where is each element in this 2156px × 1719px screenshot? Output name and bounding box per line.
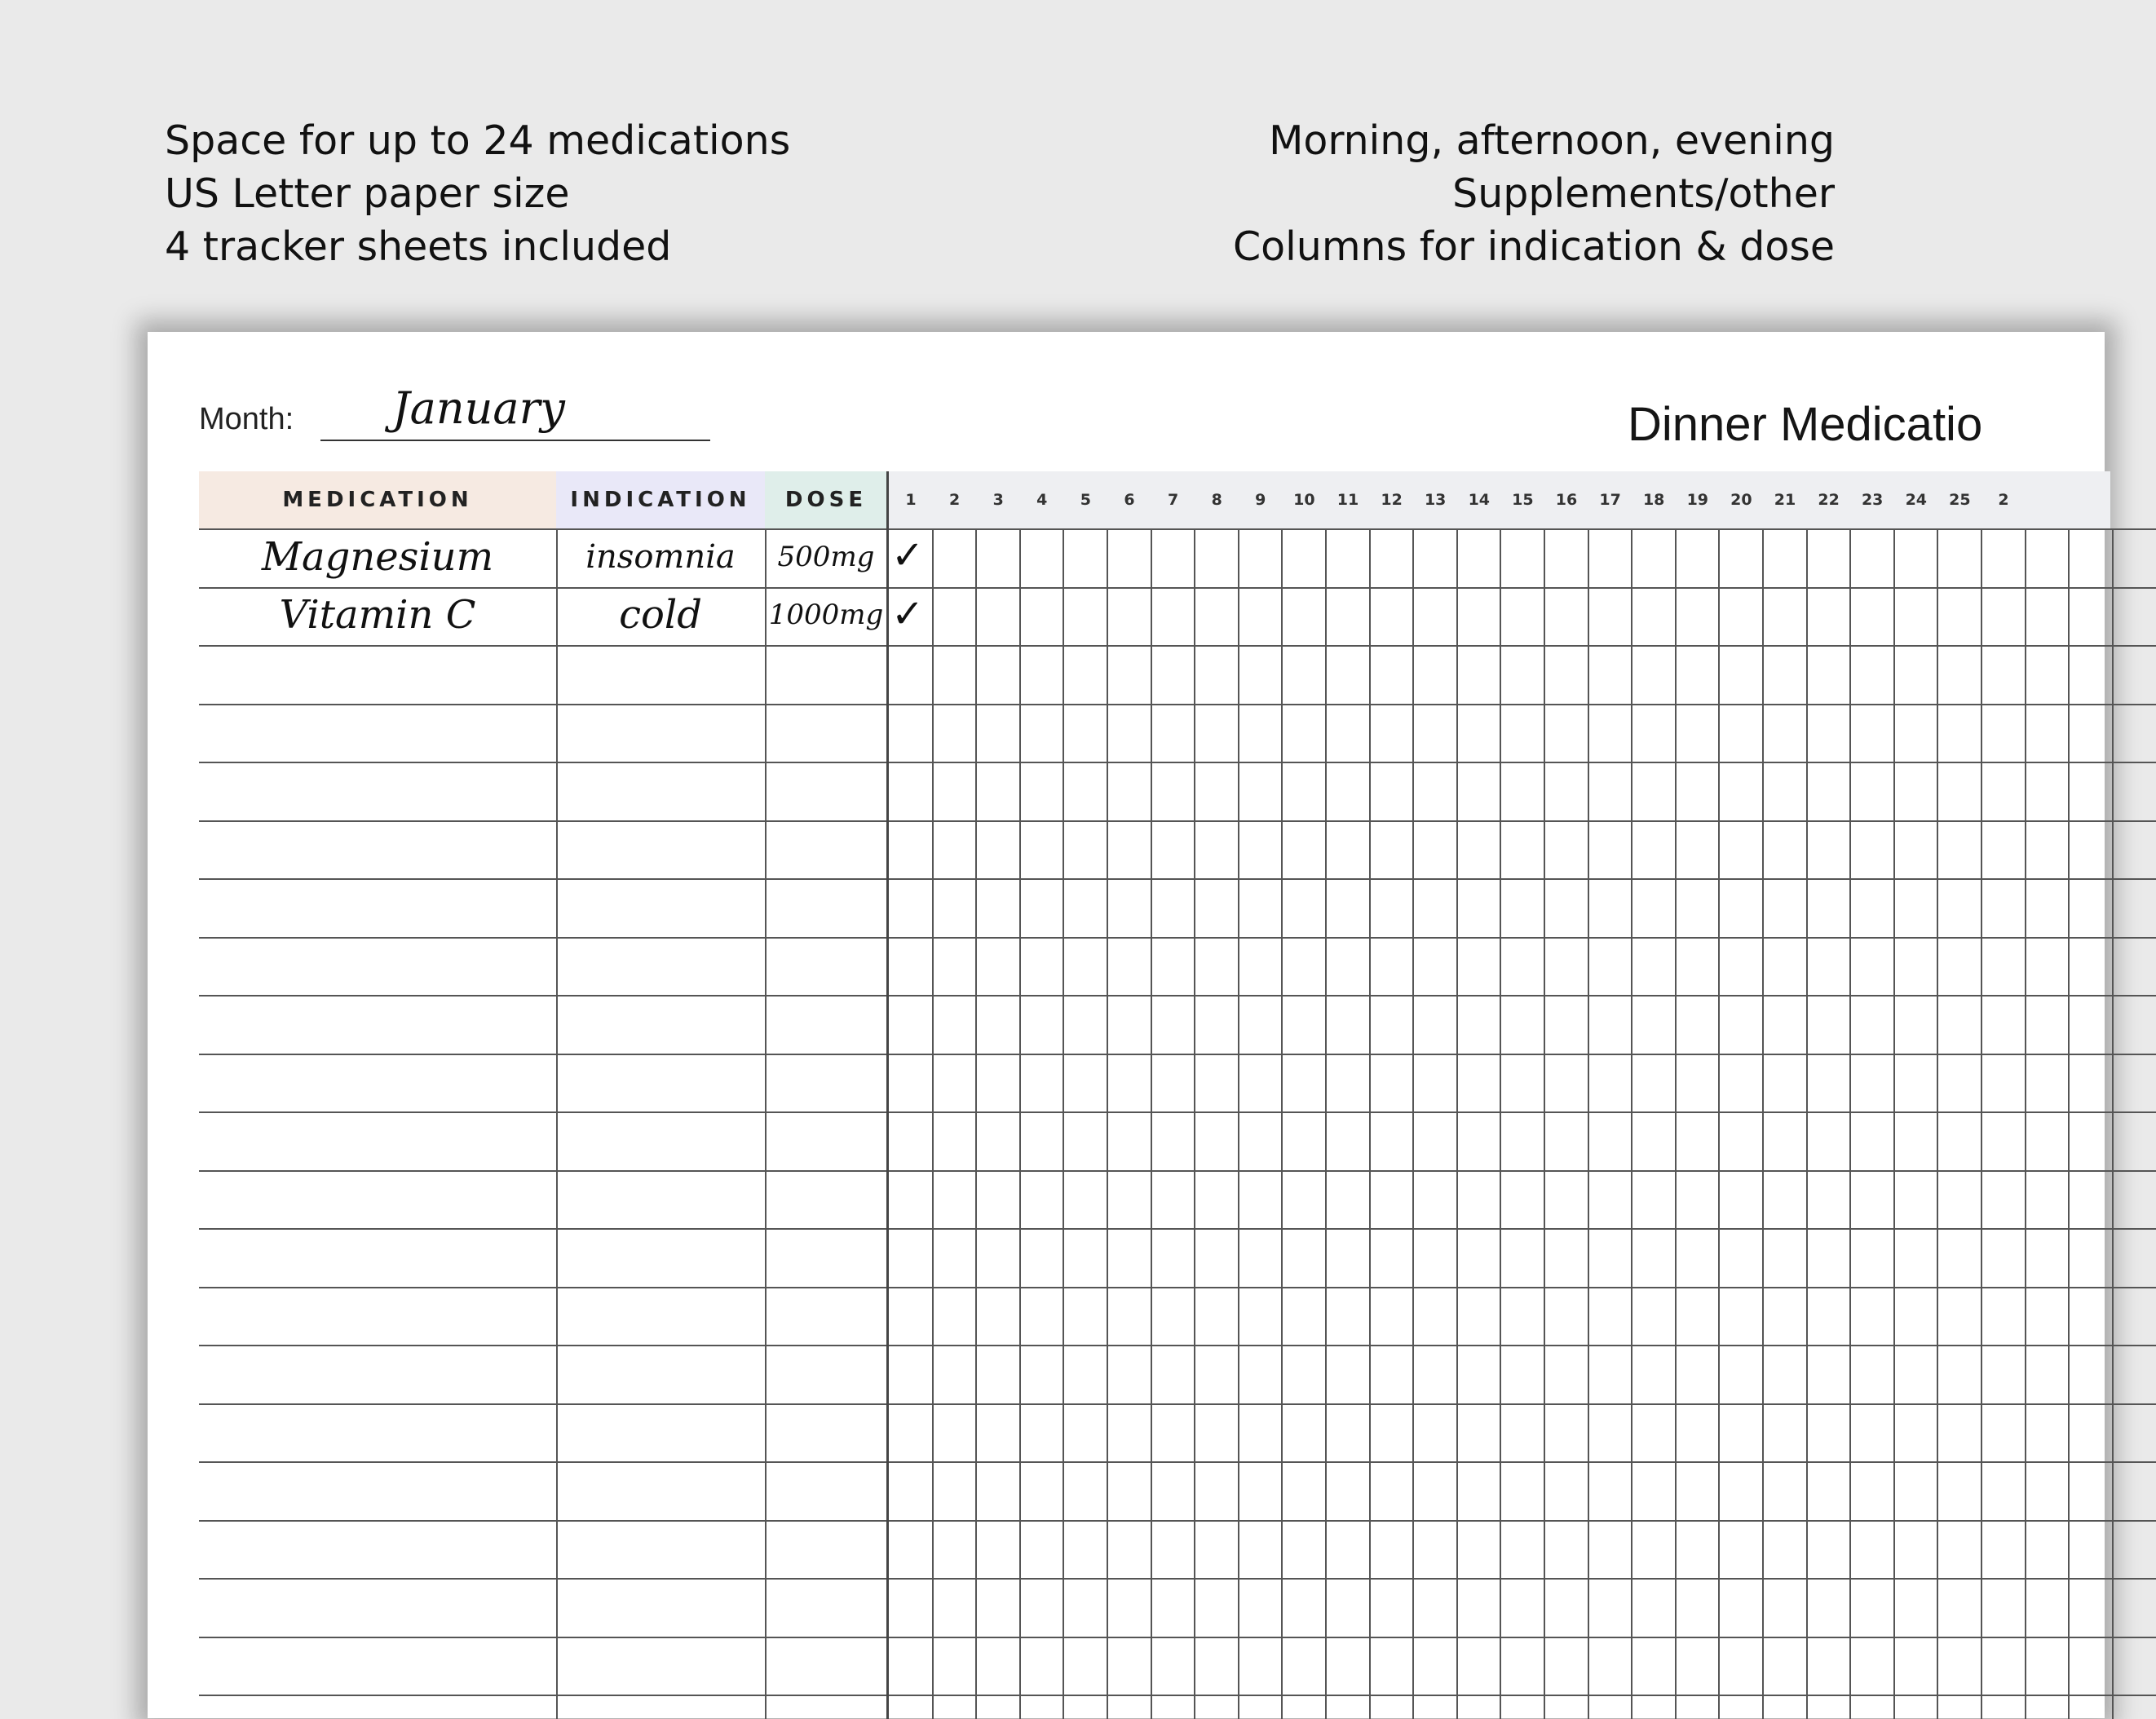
checkmark-icon[interactable]: ✓ <box>891 532 925 578</box>
day-label: 17 <box>1599 491 1621 509</box>
medication-cell[interactable]: Vitamin C <box>279 592 476 638</box>
indication-cell[interactable]: cold <box>619 592 702 638</box>
day-column-line <box>2068 528 2070 1719</box>
day-column-line <box>1369 528 1371 1719</box>
day-grid-start-line <box>886 471 889 1719</box>
day-column-line <box>1194 528 1195 1719</box>
feature-line: Morning, afternoon, evening <box>1269 117 1835 164</box>
day-column-line <box>1412 528 1414 1719</box>
day-label: 20 <box>1730 491 1752 509</box>
row-line <box>199 995 2156 996</box>
day-label: 25 <box>1949 491 1971 509</box>
dose-cell[interactable]: 500mg <box>777 541 875 573</box>
column-line <box>765 528 767 1719</box>
month-label: Month: <box>199 402 294 436</box>
row-line <box>199 762 2156 763</box>
day-label: 2 <box>1998 491 2009 509</box>
row-line <box>199 1520 2156 1522</box>
day-column-line <box>1238 528 1239 1719</box>
day-column-line <box>1718 528 1720 1719</box>
column-line <box>556 528 558 1719</box>
day-column-line <box>1981 528 1982 1719</box>
dose-header: DOSE <box>765 471 887 528</box>
day-column-line <box>2112 528 2114 1719</box>
day-label: 14 <box>1468 491 1491 509</box>
day-column-line <box>1107 528 1108 1719</box>
day-label: 4 <box>1036 491 1048 509</box>
day-label: 18 <box>1642 491 1665 509</box>
day-column-line <box>1281 528 1283 1719</box>
day-label: 10 <box>1293 491 1315 509</box>
row-line <box>199 1345 2156 1346</box>
day-column-line <box>1500 528 1501 1719</box>
day-label: 6 <box>1124 491 1135 509</box>
tracker-sheet <box>148 332 2105 1718</box>
day-label: 12 <box>1381 491 1403 509</box>
day-label: 19 <box>1686 491 1709 509</box>
row-line <box>199 1228 2156 1230</box>
features-left <box>165 114 790 273</box>
feature-line: Supplements/other <box>1452 170 1835 217</box>
day-column-line <box>1456 528 1458 1719</box>
feature-line: US Letter paper size <box>165 170 570 217</box>
row-line <box>199 878 2156 880</box>
day-column-line <box>1325 528 1327 1719</box>
day-column-line <box>1849 528 1851 1719</box>
day-column-line <box>1063 528 1064 1719</box>
month-underline <box>320 440 710 441</box>
feature-line: 4 tracker sheets included <box>165 223 672 270</box>
day-label: 15 <box>1512 491 1534 509</box>
row-line <box>199 1170 2156 1172</box>
row-line <box>199 1578 2156 1580</box>
day-column-line <box>1019 528 1021 1719</box>
month-value[interactable]: January <box>392 382 565 434</box>
row-line <box>199 1461 2156 1463</box>
day-label: 22 <box>1818 491 1840 509</box>
day-label: 16 <box>1555 491 1578 509</box>
row-line <box>199 1054 2156 1055</box>
day-label: 7 <box>1167 491 1179 509</box>
medication-header: MEDICATION <box>199 471 556 528</box>
row-line <box>199 704 2156 705</box>
day-label: 24 <box>1905 491 1928 509</box>
day-label: 5 <box>1080 491 1091 509</box>
indication-cell[interactable]: insomnia <box>585 538 736 576</box>
day-column-line <box>1675 528 1677 1719</box>
row-line <box>199 1695 2156 1696</box>
dose-cell[interactable]: 1000mg <box>768 599 884 631</box>
row-line <box>199 645 2156 647</box>
features-right <box>897 114 1835 273</box>
row-line <box>199 820 2156 822</box>
day-column-line <box>1151 528 1152 1719</box>
feature-line: Columns for indication & dose <box>1232 223 1835 270</box>
day-label: 9 <box>1255 491 1266 509</box>
day-column-line <box>2025 528 2026 1719</box>
day-column-line <box>932 528 934 1719</box>
row-line <box>199 1403 2156 1405</box>
row-line <box>199 1287 2156 1288</box>
row-line <box>199 937 2156 939</box>
day-column-line <box>1762 528 1764 1719</box>
day-label: 11 <box>1336 491 1359 509</box>
row-line <box>199 1111 2156 1113</box>
day-label: 1 <box>905 491 917 509</box>
row-line <box>199 1637 2156 1638</box>
day-column-line <box>1806 528 1808 1719</box>
day-column-line <box>1631 528 1632 1719</box>
day-column-line <box>1937 528 1938 1719</box>
day-label: 2 <box>948 491 961 509</box>
day-column-line <box>1893 528 1895 1719</box>
sheet-title: Dinner Medicatio <box>1628 398 1983 451</box>
day-label: 13 <box>1424 491 1447 509</box>
checkmark-icon[interactable]: ✓ <box>891 591 925 637</box>
day-label: 21 <box>1774 491 1796 509</box>
day-column-line <box>975 528 977 1719</box>
day-label: 3 <box>992 491 1004 509</box>
day-label: 23 <box>1861 491 1884 509</box>
day-label: 8 <box>1211 491 1222 509</box>
day-column-line <box>1588 528 1589 1719</box>
feature-line: Space for up to 24 medications <box>165 117 791 164</box>
medication-cell[interactable]: Magnesium <box>261 534 494 580</box>
indication-header: INDICATION <box>556 471 765 528</box>
day-column-line <box>1544 528 1545 1719</box>
